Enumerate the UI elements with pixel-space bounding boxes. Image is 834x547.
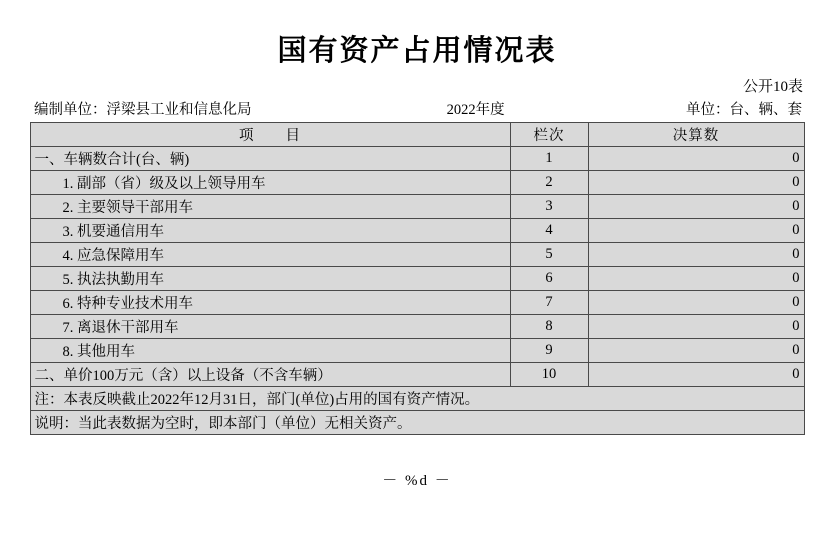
- row-no: 8: [510, 315, 588, 339]
- table-row: [30, 291, 804, 315]
- row-value: 0: [588, 267, 804, 291]
- table-note: 注：本表反映截止2022年12月31日，部门(单位)占用的国有资产情况。: [30, 387, 804, 411]
- row-value: 0: [588, 339, 804, 363]
- row-value: 0: [588, 195, 804, 219]
- row-value: 0: [588, 363, 804, 387]
- row-item-label: 8. 其他用车: [30, 339, 510, 363]
- row-value: 0: [588, 147, 804, 171]
- table-row: [30, 147, 804, 171]
- table-row: [30, 243, 804, 267]
- row-value: 0: [588, 243, 804, 267]
- row-value: 0: [588, 291, 804, 315]
- row-value: 0: [588, 219, 804, 243]
- table-row: [30, 363, 804, 387]
- header-item: 项 目: [30, 123, 510, 147]
- document-page: [0, 28, 834, 547]
- table-header-row: [30, 123, 804, 147]
- table-row: [30, 315, 804, 339]
- table-note-row: [30, 387, 804, 411]
- compiler-label: 编制单位：浮梁县工业和信息化局: [34, 102, 252, 118]
- table-meta-row: [30, 98, 804, 122]
- row-no: 1: [510, 147, 588, 171]
- page-footer: － %d －: [382, 473, 452, 489]
- row-no: 7: [510, 291, 588, 315]
- row-value: 0: [588, 315, 804, 339]
- row-no: 10: [510, 363, 588, 387]
- row-item-label: 3. 机要通信用车: [30, 219, 510, 243]
- row-item-label: 6. 特种专业技术用车: [30, 291, 510, 315]
- row-item-label: 二、单价100万元（含）以上设备（不含车辆）: [30, 363, 510, 387]
- row-item-label: 1. 副部（省）级及以上领导用车: [30, 171, 510, 195]
- row-value: 0: [588, 171, 804, 195]
- row-no: 3: [510, 195, 588, 219]
- asset-occupancy-table: [30, 122, 805, 435]
- page-title: 国有资产占用情况表: [277, 35, 557, 67]
- unit-label: 单位：台、辆、套: [686, 102, 802, 118]
- row-no: 6: [510, 267, 588, 291]
- row-item-label: 5. 执法执勤用车: [30, 267, 510, 291]
- table-explanation: 说明：当此表数据为空时，即本部门（单位）无相关资产。: [30, 411, 804, 435]
- sheet-label-row: [29, 75, 805, 96]
- sheet-label: 公开10表: [742, 79, 803, 95]
- table-row: [30, 219, 804, 243]
- row-item-label: 2. 主要领导干部用车: [30, 195, 510, 219]
- table-row: [30, 267, 804, 291]
- year-label: 2022年度: [446, 102, 505, 118]
- row-no: 2: [510, 171, 588, 195]
- header-no: 栏次: [510, 123, 588, 147]
- row-item-label: 4. 应急保障用车: [30, 243, 510, 267]
- row-no: 5: [510, 243, 588, 267]
- table-explanation-row: [30, 411, 804, 435]
- row-item-label: 7. 离退休干部用车: [30, 315, 510, 339]
- table-row: [30, 339, 804, 363]
- table-row: [30, 195, 804, 219]
- row-no: 9: [510, 339, 588, 363]
- header-value: 决算数: [588, 123, 804, 147]
- row-item-label: 一、车辆数合计(台、辆): [30, 147, 510, 171]
- row-no: 4: [510, 219, 588, 243]
- table-row: [30, 171, 804, 195]
